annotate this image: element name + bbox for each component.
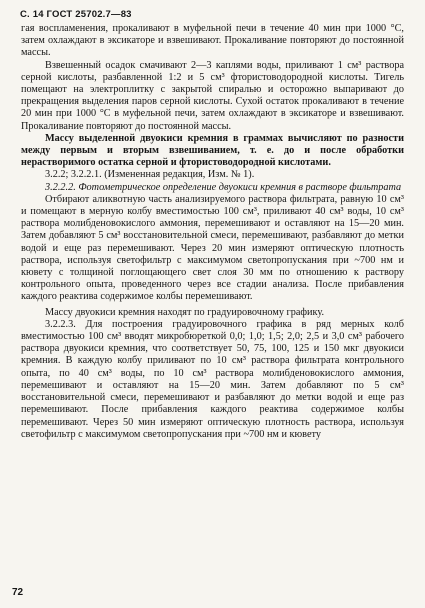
paragraph-residue-treatment: Взвешенный осадок смачивают 2—3 каплями воды, приливают 1 см³ раствора серной кислоты, разбавленной 1:2 и 5 см³ фтористоводородной кислоты. Тигель помещают на электроплитку с закрытой спиралью и осторожно выпаривают до прекращения выделения паров серной кислоты. Сухой остаток прокаливают в течение 20 мин при 1000 °С в муфельной печи, затем охлаждают в эксикаторе и взвешивают. Прокаливание повторяют до постоянной массы.	[21, 59, 404, 132]
paragraph-mass-calculation: Массу выделенной двуокиси кремния в граммах вычисляют по разности между первым и вторым взвешиванием, т. е. до и после обработки нерастворимого остатка серной и фтористоводородной кислотами.	[21, 132, 404, 169]
body-text	[21, 23, 404, 441]
paragraph-continuation: гая воспламенения, прокаливают в муфельной печи в течение 40 мин при 1000 °С, затем охлаждают в эксикаторе и взвешивают. Прокаливание повторяют до постоянной массы.	[21, 23, 404, 59]
running-head: С. 14 ГОСТ 25702.7—83	[20, 9, 132, 20]
paragraph-photometric-procedure: Отбирают аликвотную часть анализируемого раствора фильтрата, равную 10 см³ и помещают в мерную колбу вместимостью 100 см³, приливают 40 см³ воды, 10 см³ раствора молибденовокислого аммония, перемешивают и оставляют на 15—20 мин. Затем добавляют 5 см³ восстановительной смеси, перемешивают, разбавляют до метки водой и еще раз перемешивают. Через 20 мин измеряют оптическую плотность раствора, используя светофильтр с максимумом светопропускания при ~700 нм и кювету с толщиной поглощающего свет слоя 30 мм по отношению к раствору контрольного опыта, проведенного через все стадии анализа. После прибавления каждого реактива содержимое колбы перемешивают.	[21, 193, 404, 303]
section-heading-photometric: 3.2.2.2. Фотометрическое определение двуокиси кремния в растворе фильтрата	[45, 181, 402, 193]
paragraph-calibration-graph: 3.2.2.3. Для построения градуировочного графика в ряд мерных колб вместимостью 100 см³ вводят микробюреткой 0,0; 1,0; 1,5; 2,0; 2,5 и 3,0 см³ рабочего раствора двуокиси кремния, что соответствует 50, 75, 100, 125 и 150 мкг двуокиси кремния. В каждую колбу приливают по 10 см³ раствора фильтрата контрольного опыта, по 40 см³ воды, по 10 см³ раствора молибденовокислого аммония, перемешивают и оставляют на 15—20 мин. Затем добавляют по 5 см³ восстановительной смеси, перемешивают и разбавляют до метки водой и еще раз перемешивают. После прибавления каждого реактива содержимое колбы перемешивают. Через 50 мин измеряют оптическую плотность раствора, используя светофильтр с максимумом светопропускания при ~700 нм и кювету	[21, 318, 404, 440]
page-number: 72	[12, 587, 24, 598]
paragraph-graph-reference: Массу двуокиси кремния находят по градуировочному графику.	[45, 306, 325, 318]
paragraph-amendment-note: 3.2.2; 3.2.2.1. (Измененная редакция, Изм. № 1).	[45, 169, 255, 181]
